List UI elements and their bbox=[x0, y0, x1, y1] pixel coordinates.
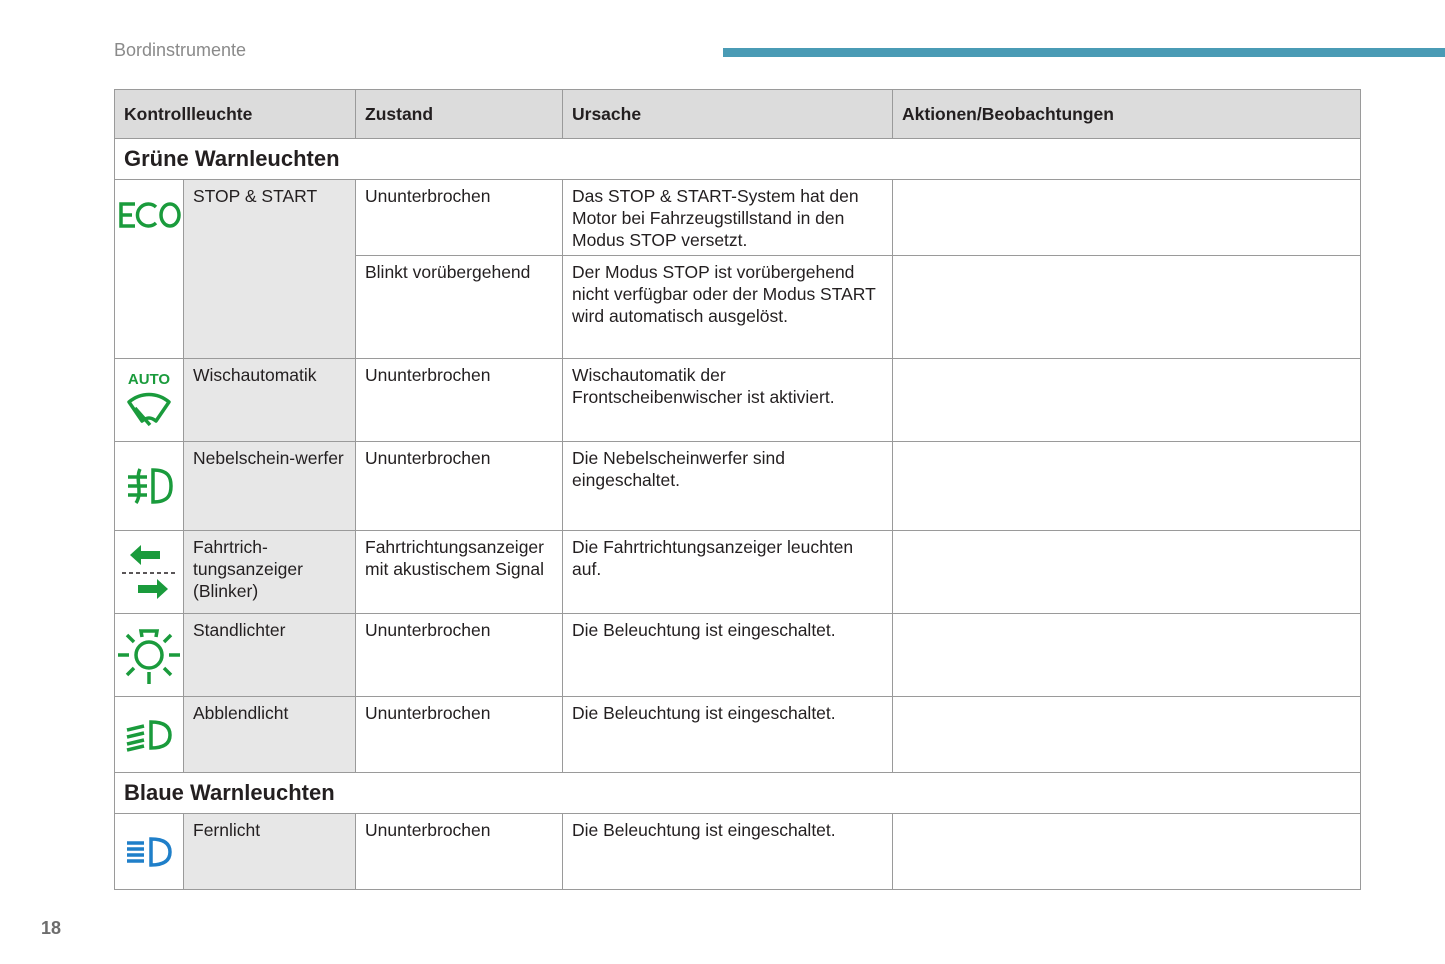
zustand-cell: Ununterbrochen bbox=[356, 697, 563, 773]
section-header-blue bbox=[115, 773, 1361, 814]
turn-signal-icon bbox=[115, 531, 184, 614]
light-name: Standlichter bbox=[184, 614, 356, 697]
main-beam-icon bbox=[115, 814, 184, 890]
aktionen-cell bbox=[893, 180, 1361, 256]
table-row bbox=[115, 180, 1361, 256]
table-row bbox=[115, 697, 1361, 773]
section-title-green: Grüne Warnleuchten bbox=[115, 139, 1361, 180]
table-header-row bbox=[115, 90, 1361, 139]
light-name: Nebelschein-werfer bbox=[184, 442, 356, 531]
front-fog-light-icon bbox=[115, 442, 184, 531]
zustand-cell: Ununterbrochen bbox=[356, 614, 563, 697]
aktionen-cell bbox=[893, 614, 1361, 697]
eco-icon bbox=[115, 180, 184, 359]
warning-lights-table bbox=[114, 89, 1361, 890]
aktionen-cell bbox=[893, 442, 1361, 531]
section-title-blue: Blaue Warnleuchten bbox=[115, 773, 1361, 814]
column-header-kontrollleuchte: Kontrollleuchte bbox=[115, 90, 356, 139]
zustand-cell: Ununterbrochen bbox=[356, 359, 563, 442]
table-row bbox=[115, 531, 1361, 614]
aktionen-cell bbox=[893, 531, 1361, 614]
auto-label: AUTO bbox=[127, 371, 171, 388]
zustand-cell: Ununterbrochen bbox=[356, 180, 563, 256]
ursache-cell: Die Beleuchtung ist eingeschaltet. bbox=[563, 814, 893, 890]
zustand-cell: Blinkt vorübergehend bbox=[356, 256, 563, 359]
ursache-cell: Das STOP & START-System hat den Motor bei Fahrzeugstillstand in den Modus STOP versetzt. bbox=[563, 180, 893, 256]
light-name: STOP & START bbox=[184, 180, 356, 359]
ursache-cell: Die Beleuchtung ist eingeschaltet. bbox=[563, 614, 893, 697]
section-header-green bbox=[115, 139, 1361, 180]
section-title: Bordinstrumente bbox=[114, 40, 247, 60]
ursache-cell: Der Modus STOP ist vorübergehend nicht verfügbar oder der Modus START wird automatisch ausgelöst. bbox=[563, 256, 893, 359]
table-row bbox=[115, 814, 1361, 890]
aktionen-cell bbox=[893, 256, 1361, 359]
light-name: Fahrtrich-tungsanzeiger (Blinker) bbox=[184, 531, 356, 614]
zustand-cell: Ununterbrochen bbox=[356, 814, 563, 890]
ursache-cell: Wischautomatik der Frontscheibenwischer ist aktiviert. bbox=[563, 359, 893, 442]
column-header-ursache: Ursache bbox=[563, 90, 893, 139]
zustand-cell: Fahrtrichtungsanzeiger mit akustischem Signal bbox=[356, 531, 563, 614]
zustand-cell: Ununterbrochen bbox=[356, 442, 563, 531]
ursache-cell: Die Fahrtrichtungsanzeiger leuchten auf. bbox=[563, 531, 893, 614]
ursache-cell: Die Beleuchtung ist eingeschaltet. bbox=[563, 697, 893, 773]
aktionen-cell bbox=[893, 697, 1361, 773]
auto-wiper-icon bbox=[115, 359, 184, 442]
column-header-aktionen: Aktionen/Beobachtungen bbox=[893, 90, 1361, 139]
page-number: 18 bbox=[41, 918, 62, 938]
header-accent-bar bbox=[723, 48, 1445, 57]
light-name: Abblendlicht bbox=[184, 697, 356, 773]
sidelight-icon bbox=[115, 614, 184, 697]
ursache-cell: Die Nebelscheinwerfer sind eingeschaltet. bbox=[563, 442, 893, 531]
table-row bbox=[115, 442, 1361, 531]
dipped-beam-icon bbox=[115, 697, 184, 773]
aktionen-cell bbox=[893, 814, 1361, 890]
aktionen-cell bbox=[893, 359, 1361, 442]
table-row bbox=[115, 359, 1361, 442]
table-row bbox=[115, 614, 1361, 697]
light-name: Wischautomatik bbox=[184, 359, 356, 442]
column-header-zustand: Zustand bbox=[356, 90, 563, 139]
light-name: Fernlicht bbox=[184, 814, 356, 890]
